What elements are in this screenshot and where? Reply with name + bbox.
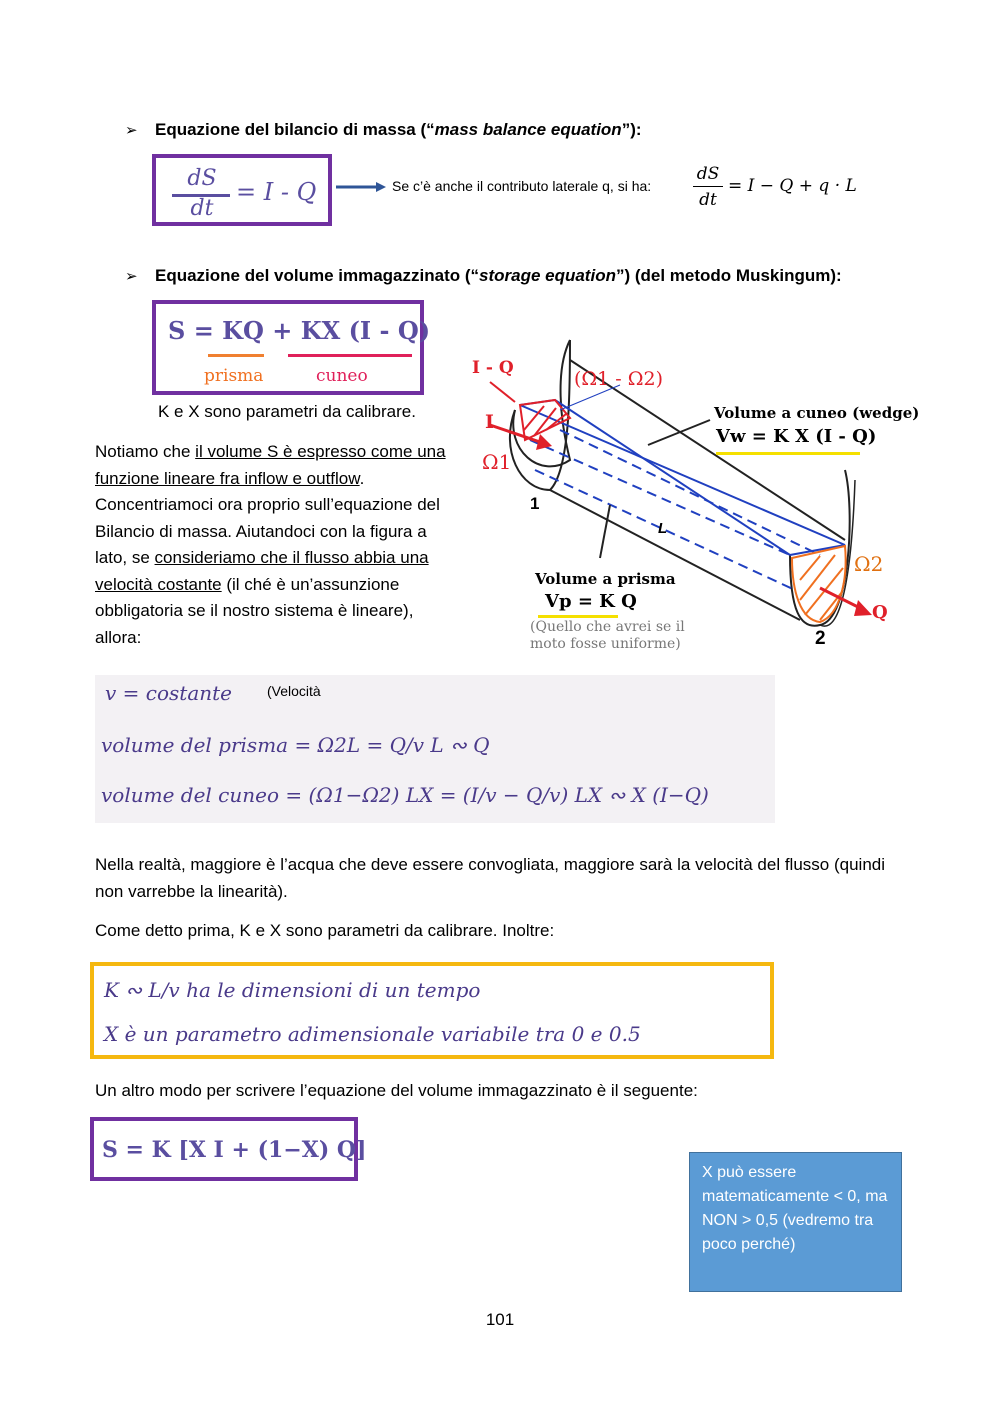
- para-text: (il ché è un’assunzione obbligatoria se il nostro sistema è lineare), allora:: [95, 574, 414, 647]
- prism-highlight: [538, 615, 618, 618]
- right-arrow-icon: [336, 180, 386, 194]
- heading-suffix: ”) (del metodo Muskingum):: [615, 266, 842, 285]
- hw-velocity-note: (Velocità: [267, 683, 321, 699]
- hw-k-line: K ∾ L/v ha le dimensioni di un tempo: [104, 978, 481, 1002]
- wedge-title: Volume a cuneo (wedge): [714, 404, 920, 422]
- storage-equation-box: [152, 300, 431, 395]
- heading-suffix: ”):: [621, 120, 642, 139]
- label-section-2: 2: [815, 628, 826, 649]
- mass-balance-heading: [125, 120, 642, 140]
- paragraph-reality: Nella realtà, maggiore è l’acqua che deve essere convogliata, maggiore sarà la velocità del flusso (quindi non varrebbe la linearità).: [95, 855, 886, 901]
- parameters-box: [90, 962, 774, 1059]
- storage-equation: S = KQ + KX (I - Q): [168, 316, 431, 345]
- bullet-arrow-icon: ➢: [125, 122, 138, 139]
- storage-equation-heading: [125, 266, 842, 286]
- heading-text: Equazione del volume immagazzinato (“: [155, 266, 479, 285]
- formula-rhs: = I − Q + q · L: [728, 176, 857, 196]
- para-text: . Concentriamoci ora proprio sull’equazione del Bilancio di massa. Aiutandoci con la figura a lato, se: [95, 468, 440, 567]
- para-underlined: il volume S è espresso come una funzione lineare fra inflow e outflow: [95, 442, 446, 488]
- prisma-underline: [208, 354, 264, 357]
- alternative-storage-box: [90, 1117, 367, 1181]
- formula-numerator: dS: [696, 164, 720, 184]
- label-prisma: prisma: [204, 366, 264, 386]
- label-i: I: [485, 411, 494, 433]
- equation-rhs: = I - Q: [236, 178, 317, 206]
- prism-note-2: moto fosse uniforme): [530, 636, 681, 652]
- handwritten-velocity-derivation: [95, 675, 775, 823]
- prism-formula: Vp = K Q: [545, 591, 637, 612]
- label-cuneo: cuneo: [316, 366, 368, 386]
- hw-velocity-line: v = costante: [105, 681, 232, 705]
- formula-bar: [693, 186, 723, 187]
- alternative-storage-equation: S = K [X I + (1−X) Q]: [102, 1137, 367, 1163]
- label-section-1: 1: [530, 494, 540, 513]
- label-length: L: [658, 520, 668, 537]
- x-constraint-note: X può essere matematicamente < 0, ma NON > 0,5 (vedremo tra poco perché): [689, 1152, 902, 1292]
- label-omega1: Ω1: [482, 450, 512, 474]
- wedge-formula: Vw = K X (I - Q): [716, 426, 877, 447]
- para-underlined: consideriamo che il flusso abbia una velocità costante: [95, 548, 429, 594]
- label-omega2: Ω2: [854, 552, 884, 576]
- channel-storage-diagram: [460, 330, 910, 660]
- wedge-highlight: [716, 452, 860, 455]
- cuneo-underline: [288, 354, 412, 357]
- page-number: 101: [485, 1310, 515, 1329]
- label-omega-diff: (Ω1 - Ω2): [574, 368, 664, 390]
- bullet-arrow-icon: ➢: [125, 268, 138, 285]
- heading-text: Equazione del bilancio di massa (“: [155, 120, 435, 139]
- frac-denominator: dt: [190, 196, 214, 221]
- label-i-minus-q: I - Q: [472, 358, 514, 378]
- hw-wedge-line: volume del cuneo = (Ω1−Ω2) LX = (I/v − Q/v) LX ∾ X (I−Q): [101, 783, 709, 807]
- prism-note-1: (Quello che avrei se il: [530, 619, 685, 635]
- params-note: K e X sono parametri da calibrare.: [158, 402, 416, 421]
- paragraph-calibration: Come detto prima, K e X sono parametri da calibrare. Inoltre:: [95, 921, 555, 940]
- heading-italic: storage equation: [479, 266, 616, 285]
- heading-italic: mass balance equation: [434, 120, 622, 139]
- prism-title: Volume a prisma: [535, 570, 676, 588]
- mass-balance-equation-box: [152, 154, 332, 226]
- para-text: Notiamo che: [95, 442, 196, 461]
- paragraph-linearity: [95, 439, 450, 651]
- hw-prism-line: volume del prisma = Ω2L = Q/v L ∾ Q: [101, 733, 490, 757]
- frac-numerator: dS: [187, 166, 217, 191]
- label-q: Q: [872, 602, 888, 623]
- formula-denominator: dt: [699, 190, 717, 210]
- lateral-contribution-note: Se c’è anche il contributo laterale q, si ha:: [392, 178, 652, 194]
- paragraph-alternative: Un altro modo per scrivere l’equazione del volume immagazzinato è il seguente:: [95, 1081, 698, 1100]
- hw-x-line: X è un parametro adimensionale variabile tra 0 e 0.5: [104, 1022, 641, 1046]
